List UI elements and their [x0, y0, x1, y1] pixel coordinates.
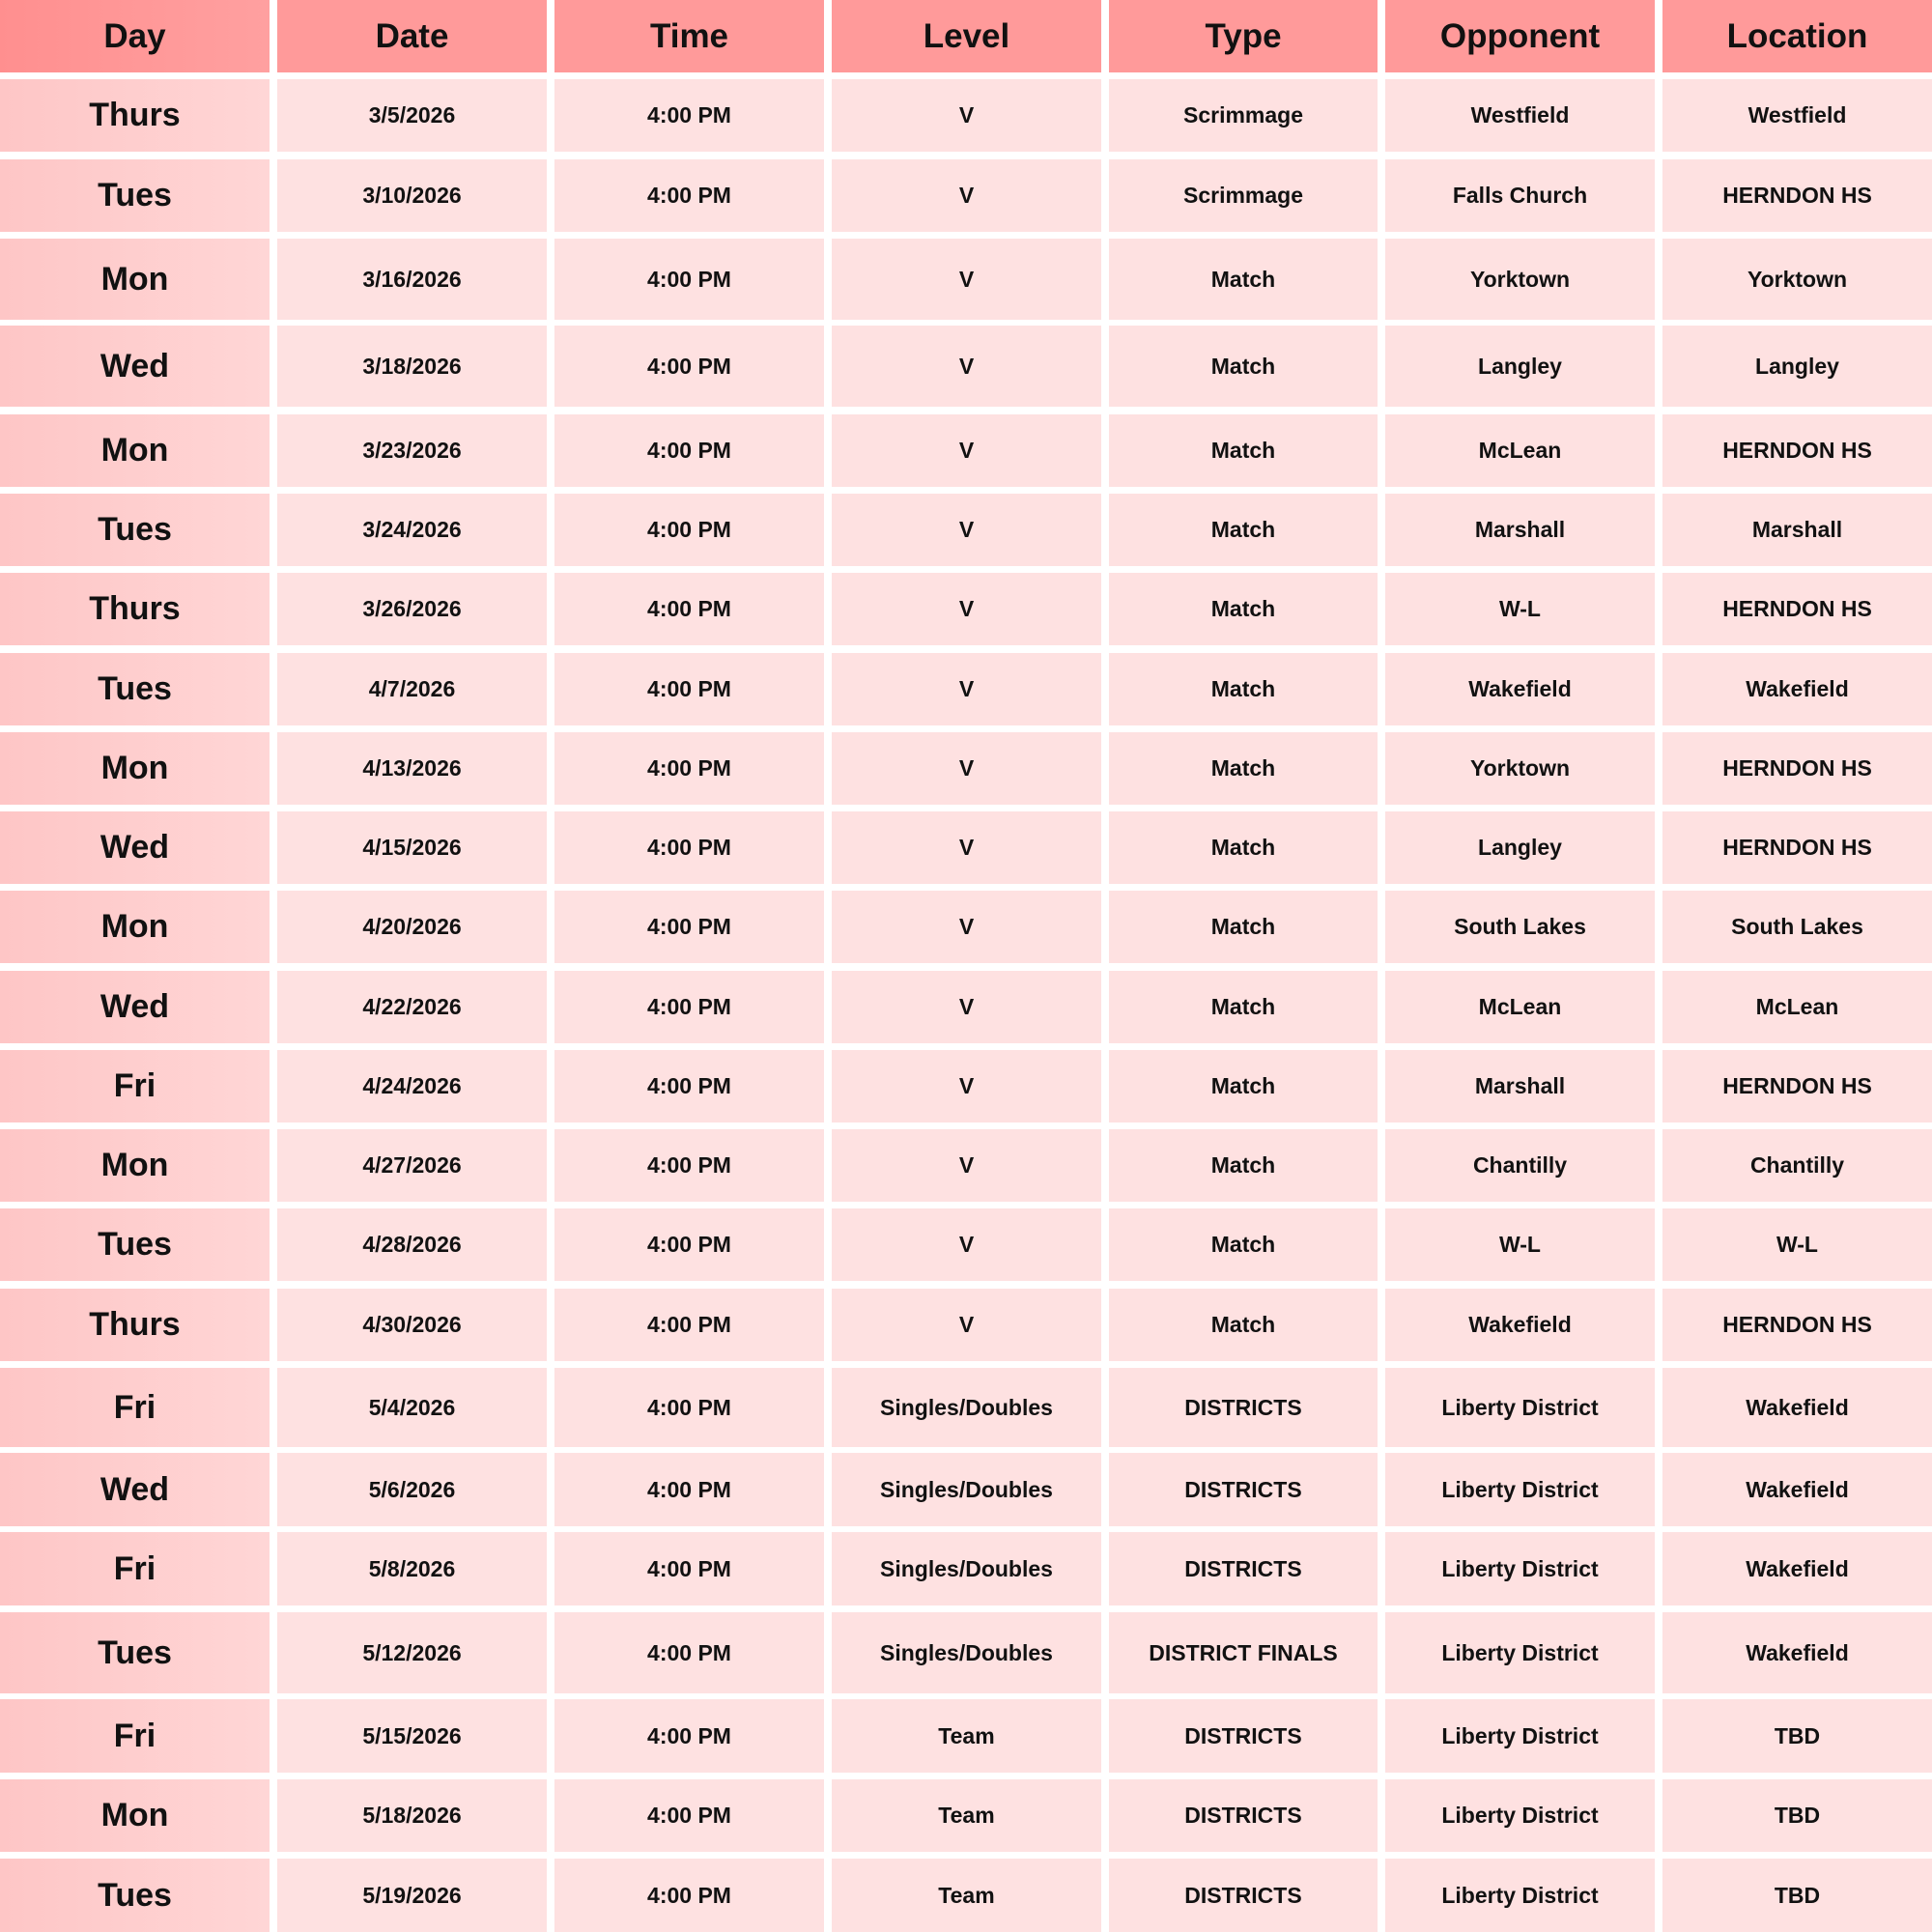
cell-opponent: Marshall: [1385, 1050, 1655, 1122]
cell-day: Tues: [0, 653, 270, 725]
cell-location: HERNDON HS: [1662, 1289, 1932, 1361]
cell-day: Mon: [0, 1779, 270, 1852]
cell-date: 5/15/2026: [277, 1699, 547, 1773]
table-row: [0, 811, 1932, 884]
cell-day: Mon: [0, 891, 270, 963]
cell-type: Match: [1109, 414, 1378, 487]
cell-level: Singles/Doubles: [832, 1612, 1101, 1693]
table-row: [0, 159, 1932, 232]
table-row: [0, 1699, 1932, 1773]
cell-type: Scrimmage: [1109, 159, 1378, 232]
cell-opponent: Liberty District: [1385, 1612, 1655, 1693]
table-row: [0, 573, 1932, 645]
cell-level: V: [832, 653, 1101, 725]
cell-time: 4:00 PM: [554, 1612, 824, 1693]
cell-location: McLean: [1662, 971, 1932, 1043]
cell-time: 4:00 PM: [554, 1859, 824, 1932]
cell-date: 4/22/2026: [277, 971, 547, 1043]
cell-opponent: Wakefield: [1385, 653, 1655, 725]
cell-day: Wed: [0, 811, 270, 884]
cell-type: Match: [1109, 811, 1378, 884]
cell-time: 4:00 PM: [554, 891, 824, 963]
cell-opponent: Chantilly: [1385, 1129, 1655, 1202]
table-row: [0, 1612, 1932, 1693]
cell-time: 4:00 PM: [554, 1453, 824, 1526]
cell-opponent: Liberty District: [1385, 1699, 1655, 1773]
cell-time: 4:00 PM: [554, 1050, 824, 1122]
cell-location: W-L: [1662, 1208, 1932, 1281]
cell-location: Marshall: [1662, 494, 1932, 566]
cell-location: HERNDON HS: [1662, 1050, 1932, 1122]
cell-date: 3/10/2026: [277, 159, 547, 232]
cell-level: V: [832, 811, 1101, 884]
cell-date: 3/26/2026: [277, 573, 547, 645]
cell-time: 4:00 PM: [554, 811, 824, 884]
cell-location: HERNDON HS: [1662, 159, 1932, 232]
cell-location: TBD: [1662, 1859, 1932, 1932]
cell-date: 4/13/2026: [277, 732, 547, 805]
cell-type: Match: [1109, 326, 1378, 407]
cell-opponent: Langley: [1385, 811, 1655, 884]
cell-time: 4:00 PM: [554, 326, 824, 407]
cell-opponent: McLean: [1385, 414, 1655, 487]
cell-level: V: [832, 1129, 1101, 1202]
cell-location: Westfield: [1662, 79, 1932, 152]
cell-date: 4/20/2026: [277, 891, 547, 963]
cell-day: Thurs: [0, 79, 270, 152]
cell-time: 4:00 PM: [554, 239, 824, 320]
cell-opponent: W-L: [1385, 1208, 1655, 1281]
cell-type: Match: [1109, 653, 1378, 725]
cell-time: 4:00 PM: [554, 1208, 824, 1281]
cell-location: HERNDON HS: [1662, 573, 1932, 645]
cell-date: 4/15/2026: [277, 811, 547, 884]
cell-type: Match: [1109, 1050, 1378, 1122]
cell-type: Match: [1109, 1289, 1378, 1361]
cell-opponent: Liberty District: [1385, 1368, 1655, 1447]
cell-opponent: Liberty District: [1385, 1532, 1655, 1605]
cell-time: 4:00 PM: [554, 1532, 824, 1605]
cell-time: 4:00 PM: [554, 494, 824, 566]
cell-level: Team: [832, 1779, 1101, 1852]
column-header-day: Day: [0, 0, 270, 72]
cell-day: Wed: [0, 971, 270, 1043]
cell-opponent: Yorktown: [1385, 239, 1655, 320]
cell-opponent: Marshall: [1385, 494, 1655, 566]
cell-time: 4:00 PM: [554, 653, 824, 725]
column-header-opponent: Opponent: [1385, 0, 1655, 72]
cell-type: DISTRICTS: [1109, 1532, 1378, 1605]
table-row: [0, 1368, 1932, 1447]
cell-date: 5/4/2026: [277, 1368, 547, 1447]
cell-time: 4:00 PM: [554, 971, 824, 1043]
cell-date: 4/28/2026: [277, 1208, 547, 1281]
cell-time: 4:00 PM: [554, 732, 824, 805]
cell-type: DISTRICTS: [1109, 1859, 1378, 1932]
cell-level: Singles/Doubles: [832, 1368, 1101, 1447]
cell-level: V: [832, 1289, 1101, 1361]
cell-day: Tues: [0, 494, 270, 566]
cell-location: TBD: [1662, 1699, 1932, 1773]
column-header-type: Type: [1109, 0, 1378, 72]
cell-day: Tues: [0, 159, 270, 232]
cell-location: Wakefield: [1662, 1368, 1932, 1447]
table-row: [0, 1208, 1932, 1281]
table-row: [0, 1289, 1932, 1361]
cell-opponent: Yorktown: [1385, 732, 1655, 805]
cell-day: Tues: [0, 1208, 270, 1281]
cell-type: DISTRICTS: [1109, 1453, 1378, 1526]
table-row: [0, 732, 1932, 805]
cell-level: V: [832, 891, 1101, 963]
cell-type: Scrimmage: [1109, 79, 1378, 152]
table-row: [0, 1129, 1932, 1202]
cell-time: 4:00 PM: [554, 1699, 824, 1773]
table-row: [0, 1532, 1932, 1605]
cell-time: 4:00 PM: [554, 1368, 824, 1447]
cell-day: Fri: [0, 1532, 270, 1605]
cell-level: V: [832, 494, 1101, 566]
cell-day: Fri: [0, 1050, 270, 1122]
cell-type: Match: [1109, 891, 1378, 963]
cell-level: V: [832, 239, 1101, 320]
cell-type: Match: [1109, 971, 1378, 1043]
cell-level: Singles/Doubles: [832, 1453, 1101, 1526]
cell-time: 4:00 PM: [554, 1779, 824, 1852]
cell-time: 4:00 PM: [554, 573, 824, 645]
cell-day: Wed: [0, 326, 270, 407]
cell-date: 3/16/2026: [277, 239, 547, 320]
cell-type: Match: [1109, 494, 1378, 566]
cell-opponent: W-L: [1385, 573, 1655, 645]
cell-type: Match: [1109, 1208, 1378, 1281]
table-row: [0, 653, 1932, 725]
cell-type: DISTRICTS: [1109, 1368, 1378, 1447]
cell-level: V: [832, 573, 1101, 645]
cell-location: Yorktown: [1662, 239, 1932, 320]
table-row: [0, 79, 1932, 152]
cell-level: V: [832, 732, 1101, 805]
cell-level: V: [832, 971, 1101, 1043]
cell-day: Thurs: [0, 573, 270, 645]
cell-date: 4/24/2026: [277, 1050, 547, 1122]
cell-type: DISTRICTS: [1109, 1699, 1378, 1773]
cell-type: Match: [1109, 732, 1378, 805]
cell-opponent: Liberty District: [1385, 1859, 1655, 1932]
cell-location: HERNDON HS: [1662, 811, 1932, 884]
cell-type: Match: [1109, 1129, 1378, 1202]
cell-time: 4:00 PM: [554, 1129, 824, 1202]
cell-opponent: Wakefield: [1385, 1289, 1655, 1361]
cell-opponent: South Lakes: [1385, 891, 1655, 963]
cell-location: Langley: [1662, 326, 1932, 407]
column-header-date: Date: [277, 0, 547, 72]
table-row: [0, 239, 1932, 320]
cell-level: V: [832, 79, 1101, 152]
column-header-level: Level: [832, 0, 1101, 72]
table-row: [0, 1453, 1932, 1526]
cell-day: Thurs: [0, 1289, 270, 1361]
cell-date: 4/7/2026: [277, 653, 547, 725]
cell-type: Match: [1109, 239, 1378, 320]
table-row: [0, 971, 1932, 1043]
table-row: [0, 891, 1932, 963]
cell-date: 4/27/2026: [277, 1129, 547, 1202]
table-row: [0, 326, 1932, 407]
cell-location: Wakefield: [1662, 1453, 1932, 1526]
table-row: [0, 494, 1932, 566]
cell-location: Chantilly: [1662, 1129, 1932, 1202]
table-row: [0, 414, 1932, 487]
cell-location: HERNDON HS: [1662, 732, 1932, 805]
cell-level: V: [832, 414, 1101, 487]
cell-level: Singles/Doubles: [832, 1532, 1101, 1605]
cell-level: V: [832, 159, 1101, 232]
cell-date: 5/18/2026: [277, 1779, 547, 1852]
cell-level: V: [832, 1050, 1101, 1122]
cell-time: 4:00 PM: [554, 414, 824, 487]
cell-type: DISTRICT FINALS: [1109, 1612, 1378, 1693]
cell-location: Wakefield: [1662, 1612, 1932, 1693]
cell-level: Team: [832, 1699, 1101, 1773]
cell-location: South Lakes: [1662, 891, 1932, 963]
cell-opponent: Langley: [1385, 326, 1655, 407]
cell-day: Wed: [0, 1453, 270, 1526]
column-header-time: Time: [554, 0, 824, 72]
cell-time: 4:00 PM: [554, 159, 824, 232]
cell-day: Mon: [0, 732, 270, 805]
table-row: [0, 1050, 1932, 1122]
cell-day: Fri: [0, 1699, 270, 1773]
cell-time: 4:00 PM: [554, 1289, 824, 1361]
cell-type: DISTRICTS: [1109, 1779, 1378, 1852]
cell-day: Tues: [0, 1612, 270, 1693]
cell-date: 3/5/2026: [277, 79, 547, 152]
cell-level: V: [832, 326, 1101, 407]
cell-time: 4:00 PM: [554, 79, 824, 152]
cell-opponent: McLean: [1385, 971, 1655, 1043]
cell-level: Team: [832, 1859, 1101, 1932]
table-row: [0, 1779, 1932, 1852]
cell-date: 4/30/2026: [277, 1289, 547, 1361]
cell-opponent: Liberty District: [1385, 1779, 1655, 1852]
cell-opponent: Liberty District: [1385, 1453, 1655, 1526]
column-header-location: Location: [1662, 0, 1932, 72]
table-header-row: [0, 0, 1932, 72]
cell-location: Wakefield: [1662, 1532, 1932, 1605]
cell-day: Mon: [0, 414, 270, 487]
cell-location: Wakefield: [1662, 653, 1932, 725]
cell-date: 5/6/2026: [277, 1453, 547, 1526]
cell-type: Match: [1109, 573, 1378, 645]
cell-date: 3/18/2026: [277, 326, 547, 407]
cell-date: 3/23/2026: [277, 414, 547, 487]
cell-date: 5/12/2026: [277, 1612, 547, 1693]
cell-day: Mon: [0, 1129, 270, 1202]
cell-level: V: [832, 1208, 1101, 1281]
cell-date: 3/24/2026: [277, 494, 547, 566]
table-row: [0, 1859, 1932, 1932]
cell-day: Mon: [0, 239, 270, 320]
cell-day: Tues: [0, 1859, 270, 1932]
cell-date: 5/19/2026: [277, 1859, 547, 1932]
cell-date: 5/8/2026: [277, 1532, 547, 1605]
cell-opponent: Falls Church: [1385, 159, 1655, 232]
cell-location: HERNDON HS: [1662, 414, 1932, 487]
cell-opponent: Westfield: [1385, 79, 1655, 152]
cell-day: Fri: [0, 1368, 270, 1447]
cell-location: TBD: [1662, 1779, 1932, 1852]
